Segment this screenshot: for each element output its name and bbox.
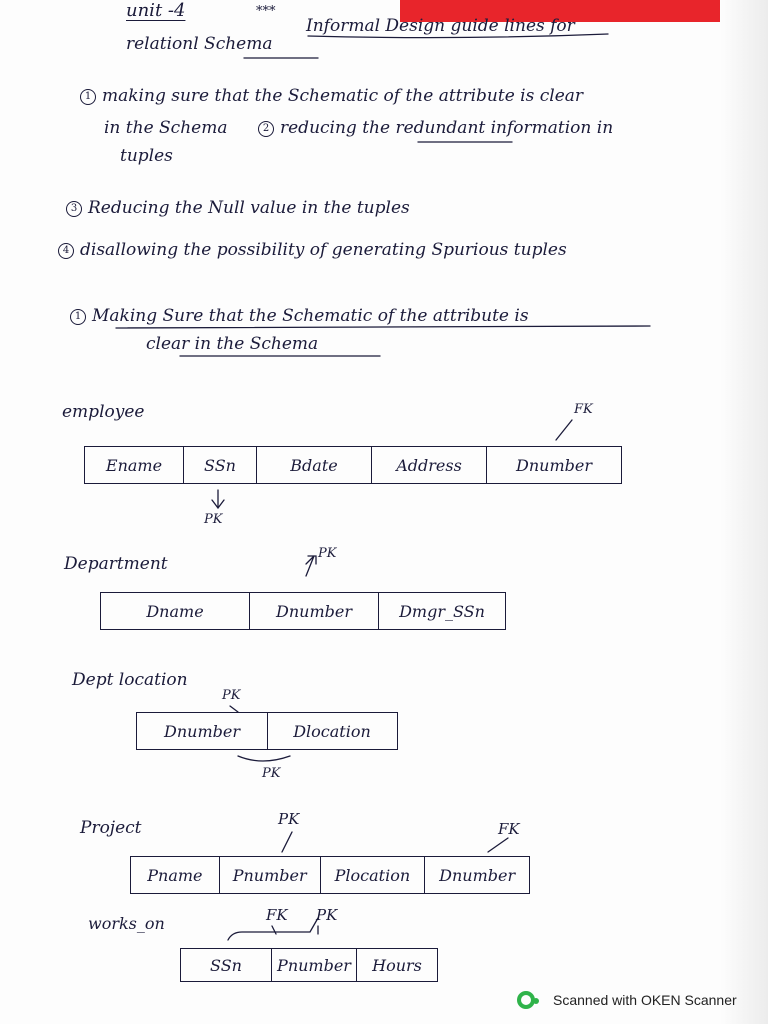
unit-label: unit -4 [126,0,186,21]
works-on-field: Hours [372,955,422,975]
employee-field: SSn [184,447,257,483]
guideline-1: 1 making sure that the Schematic of the attribute is clear [80,86,583,106]
project-label: Project [80,818,142,838]
guideline-1-cont: in the Schema [104,118,228,138]
works-on-table [180,948,438,982]
number-circle: 1 [80,89,96,105]
oken-scanner-logo-icon [517,991,535,1009]
number-circle: 4 [58,243,74,259]
stars-mark: *** [256,4,276,19]
dept-location-pk-top: PK [222,688,241,703]
department-label: Department [64,554,168,574]
scanner-text: Scanned with OKEN Scanner [553,992,737,1008]
project-field: Dnumber [439,865,516,885]
guideline-4: 4 disallowing the possibility of generating Spurious tuples [58,240,567,260]
dept-location-field: Dlocation [293,721,371,741]
works-on-field: Pnumber [272,949,357,981]
dept-location-label: Dept location [72,670,188,690]
number-circle: 1 [70,309,86,325]
employee-field: Address [372,447,487,483]
project-pk: PK [278,810,300,828]
section1-underline-1 [116,326,650,328]
scanner-watermark [517,991,737,1009]
employee-fk: FK [574,402,593,417]
title-line-1: Informal Design guide lines for [306,16,575,36]
guideline-3: 3 Reducing the Null value in the tuples [66,198,410,218]
project-fk-arrow [488,838,508,852]
department-field: Dname [101,593,250,629]
project-table [130,856,530,894]
department-field: Dmgr_SSn [399,601,485,621]
works-on-label: works_on [88,914,165,933]
project-field: Pnumber [220,857,321,893]
section1-line2: clear in the Schema [146,334,319,354]
project-field: Plocation [321,857,426,893]
guideline-2: 2 reducing the redundant information in [258,118,613,138]
project-field: Pname [131,857,220,893]
department-pk: PK [318,546,337,561]
dept-location-table [136,712,398,750]
dept-location-pk-brace [238,756,290,761]
works-on-field: SSn [181,949,272,981]
page-edge-shadow [720,0,768,1024]
department-pk-arrow [306,556,316,576]
department-table [100,592,506,630]
employee-field: Dnumber [516,455,592,475]
number-circle: 2 [258,121,274,137]
department-field: Dnumber [250,593,379,629]
dept-location-field: Dnumber [137,713,268,749]
works-on-fk: FK [266,906,288,924]
project-pk-arrow [282,832,292,852]
works-on-pk: PK [316,906,338,924]
title-line-2: relationl Schema [126,34,273,54]
dept-location-pk-bottom: PK [262,766,281,781]
employee-pk: PK [204,512,223,527]
employee-pk-arrow [212,490,224,508]
section1-line1: 1 Making Sure that the Schematic of the attribute is [70,306,529,326]
employee-label: employee [62,402,145,422]
project-fk: FK [498,820,520,838]
number-circle: 3 [66,201,82,217]
employee-fk-arrow [556,420,572,440]
employee-field: Bdate [257,447,372,483]
employee-field: Ename [85,447,184,483]
employee-table [84,446,622,484]
guideline-2-cont: tuples [120,146,173,166]
